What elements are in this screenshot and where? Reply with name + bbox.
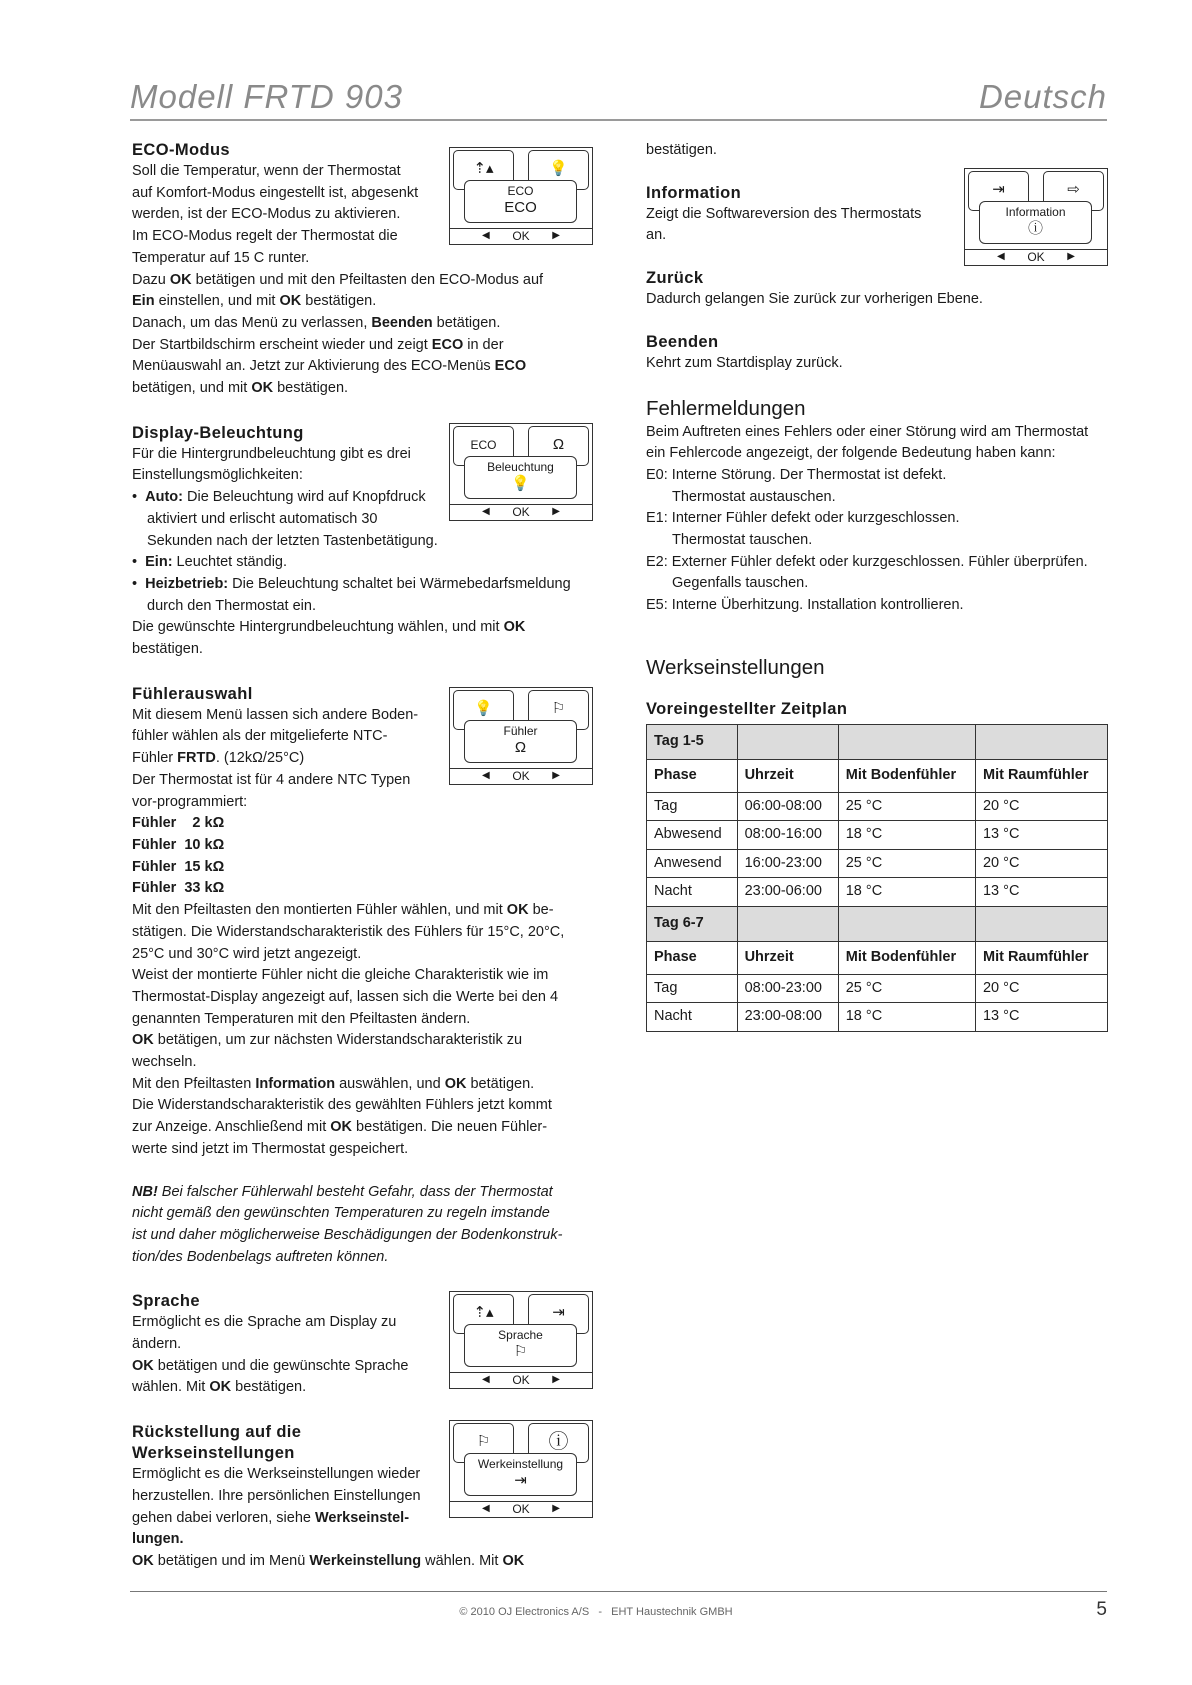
footer-copyright: © 2010 OJ Electronics A/S - EHT Haustechnik GMBH bbox=[459, 1606, 733, 1618]
reset-icon: ⇥ bbox=[968, 171, 1029, 211]
device-nav-bar: ◀ OK ▶ bbox=[450, 768, 592, 784]
device-nav-bar: ◀ OK ▶ bbox=[450, 228, 592, 244]
device-nav-bar: ◀ OK ▶ bbox=[450, 504, 592, 520]
eco-text: werden, ist der ECO-Modus zu aktivieren. bbox=[132, 206, 401, 223]
display-text: Die gewünschte Hintergrundbeleuchtung wählen, und mit OK bbox=[132, 619, 526, 636]
device-display: Information ⓘ bbox=[979, 201, 1092, 244]
information-text: an. bbox=[646, 227, 667, 244]
model-title: Modell FRTD 903 bbox=[130, 78, 403, 115]
reset-icon: ⇥ bbox=[528, 1294, 589, 1334]
sensor-icon: Ω bbox=[514, 739, 527, 756]
flag-icon: ⚐ bbox=[453, 1423, 514, 1463]
lightbulb-icon: 💡 bbox=[511, 475, 530, 492]
information-text: Zeigt die Softwareversion des Thermostats bbox=[646, 205, 922, 222]
schedule-heading: Voreingestellter Zeitplan bbox=[646, 699, 848, 718]
language-heading: Sprache bbox=[132, 1292, 200, 1311]
eco-icon: ECO bbox=[453, 426, 514, 466]
sensor-text: stätigen. Die Widerstandscharakteristik des Fühlers für 15°C, 20°C, bbox=[132, 923, 565, 940]
flag-icon: ⚐ bbox=[528, 690, 589, 730]
flag-icon: ⚐ bbox=[513, 1343, 528, 1360]
arrow-left-icon: ◀ bbox=[482, 770, 490, 781]
sensor-text: OK betätigen, um zur nächsten Widerstandscharakteristik zu bbox=[132, 1032, 523, 1049]
arrow-left-icon: ◀ bbox=[997, 251, 1005, 262]
exit-text: Kehrt zum Startdisplay zurück. bbox=[646, 354, 843, 371]
list-item: • Ein: Leuchtet ständig. bbox=[132, 554, 288, 571]
sensor-text: Die Widerstandscharakteristik des gewählten Fühlers jetzt kommt bbox=[132, 1097, 552, 1114]
factory-heading: Werkseinstellungen bbox=[646, 655, 825, 679]
error-code: E5: Interne Überhitzung. Installation kontrollieren. bbox=[646, 597, 964, 614]
display-heading: Display-Beleuchtung bbox=[132, 423, 304, 442]
section-factory-settings bbox=[646, 655, 1108, 1032]
device-nav-bar: ◀ OK ▶ bbox=[965, 249, 1107, 265]
right-column bbox=[646, 140, 1108, 1032]
sensor-text: Weist der montierte Fühler nicht die gleiche Charakteristik wie im bbox=[132, 967, 549, 984]
eco-text: Der Startbildschirm erscheint wieder und zeigt ECO in der bbox=[132, 336, 504, 353]
list-item: • Auto: Die Beleuchtung wird auf Knopfdruck bbox=[132, 489, 426, 506]
table-row: Abwesend 08:00-16:00 18 °C 13 °C bbox=[647, 821, 1108, 850]
sensor-text: Mit den Pfeiltasten Information auswählen, und OK betätigen. bbox=[132, 1075, 535, 1092]
error-code: E2: Externer Fühler defekt oder kurzgeschlossen. Fühler überprüfen. bbox=[646, 553, 1088, 570]
sensor-text: wechseln. bbox=[132, 1054, 197, 1071]
display-text: Für die Hintergrundbeleuchtung gibt es drei bbox=[132, 445, 411, 462]
eco-text: Dazu OK betätigen und mit den Pfeiltasten den ECO-Modus auf bbox=[132, 271, 544, 288]
device-screen-language bbox=[449, 1291, 593, 1389]
sensor-text: vor-programmiert: bbox=[132, 793, 248, 810]
device-display: Beleuchtung 💡 bbox=[464, 456, 577, 499]
reset-text: gehen dabei verloren, siehe Werkseinstel- bbox=[132, 1509, 410, 1526]
sensor-type: Fühler 33 kΩ bbox=[132, 880, 225, 897]
section-exit bbox=[646, 332, 1108, 375]
sensor-icon: Ω bbox=[528, 426, 589, 466]
arrow-left-icon: ◀ bbox=[482, 230, 490, 241]
page-number: 5 bbox=[1096, 1599, 1107, 1620]
sensor-text: Der Thermostat ist für 4 andere NTC Typen bbox=[132, 771, 411, 788]
arrow-right-icon: ▶ bbox=[552, 1503, 560, 1514]
arrow-right-icon: ▶ bbox=[552, 230, 560, 241]
device-screen-light bbox=[449, 423, 593, 521]
arrow-right-icon: ▶ bbox=[552, 1374, 560, 1385]
eco-heading: ECO-Modus bbox=[132, 141, 231, 159]
arrow-right-icon: ▶ bbox=[1067, 251, 1075, 262]
table-row: Anwesend 16:00-23:00 25 °C 20 °C bbox=[647, 849, 1108, 878]
sensor-type: Fühler 10 kΩ bbox=[132, 836, 225, 853]
sensor-text: werte sind jetzt im Thermostat gespeichert. bbox=[132, 1140, 409, 1157]
error-code-cont: Thermostat tauschen. bbox=[672, 532, 813, 549]
error-code-cont: Thermostat austauschen. bbox=[672, 488, 836, 505]
exit-heading: Beenden bbox=[646, 332, 719, 351]
eco-text: Danach, um das Menü zu verlassen, Beenden betätigen. bbox=[132, 314, 501, 331]
section-errors bbox=[646, 396, 1108, 617]
reset-text: herzustellen. Ihre persönlichen Einstellungen bbox=[132, 1487, 421, 1504]
footer-divider bbox=[130, 1591, 1107, 1592]
list-item-cont: Sekunden nach der letzten Tastenbetätigung. bbox=[147, 532, 438, 549]
list-item-cont: durch den Thermostat ein. bbox=[147, 597, 316, 614]
reset-text: Ermöglicht es die Werkseinstellungen wieder bbox=[132, 1466, 421, 1483]
device-display: Werkeinstellung ⇥ bbox=[464, 1453, 577, 1496]
arrow-right-icon: ▶ bbox=[552, 506, 560, 517]
reset-text: lungen. bbox=[132, 1531, 184, 1548]
temperature-icon: ⇡▴ bbox=[453, 1294, 514, 1334]
errors-text: ein Fehlercode angezeigt, der folgende Bedeutung haben kann: bbox=[646, 445, 1056, 462]
reset-icon: ⇥ bbox=[514, 1472, 527, 1489]
device-screen-information bbox=[964, 168, 1108, 266]
sensor-text: Mit diesem Menü lassen sich andere Boden- bbox=[132, 706, 419, 723]
device-screen-eco bbox=[449, 147, 593, 245]
list-item: • Heizbetrieb: Die Beleuchtung schaltet bei Wärmebedarfsmeldung bbox=[132, 575, 571, 592]
language-text: wählen. Mit OK bestätigen. bbox=[132, 1379, 307, 1396]
eco-icon: ECO bbox=[504, 199, 537, 216]
reset-heading: Rückstellung auf die bbox=[132, 1423, 302, 1442]
error-code: E1: Interner Fühler defekt oder kurzgeschlossen. bbox=[646, 510, 960, 527]
eco-text: Ein einstellen, und mit OK bestätigen. bbox=[132, 293, 377, 310]
sensor-text: Thermostat-Display angezeigt auf, lassen sich die Werte bei den 4 bbox=[132, 988, 559, 1005]
language-text: Ermöglicht es die Sprache am Display zu bbox=[132, 1314, 397, 1331]
table-header-row: Phase Uhrzeit Mit Bodenfühler Mit Raumfühler bbox=[647, 941, 1108, 974]
table-group-row: Tag 1-5 bbox=[647, 724, 1108, 759]
table-row: Tag 06:00-08:00 25 °C 20 °C bbox=[647, 792, 1108, 821]
errors-heading: Fehlermeldungen bbox=[646, 396, 806, 420]
table-row: Tag 08:00-23:00 25 °C 20 °C bbox=[647, 974, 1108, 1003]
info-icon: ⓘ bbox=[528, 1423, 589, 1463]
continued-text: bestätigen. bbox=[646, 142, 717, 158]
device-screen-sensor bbox=[449, 687, 593, 785]
warning-note: NB! Bei falscher Fühlerwahl besteht Gefahr, dass der Thermostat nicht gemäß den gewünschten Temperaturen zu regeln imstande ist und daher möglicherweise Beschädigungen der Bodenkonstruk- tion/des Bodenbelags auftreten können. bbox=[132, 1183, 563, 1265]
temperature-icon: ⇡▴ bbox=[453, 150, 514, 190]
table-row: Nacht 23:00-08:00 18 °C 13 °C bbox=[647, 1003, 1108, 1032]
eco-text: Menüauswahl an. Jetzt zur Aktivierung des ECO-Menüs ECO bbox=[132, 358, 527, 375]
sensor-text: genannten Temperaturen mit den Pfeiltasten ändern. bbox=[132, 1010, 471, 1027]
sensor-heading: Fühlerauswahl bbox=[132, 684, 253, 703]
language-text: OK betätigen und die gewünschte Sprache bbox=[132, 1357, 409, 1374]
section-back bbox=[646, 268, 1108, 311]
exit-icon: ⇨ bbox=[1043, 171, 1104, 211]
header-divider bbox=[130, 119, 1107, 121]
device-display: Fühler Ω bbox=[464, 720, 577, 763]
eco-text: Im ECO-Modus regelt der Thermostat die bbox=[132, 228, 398, 245]
back-heading: Zurück bbox=[646, 269, 704, 288]
errors-text: Beim Auftreten eines Fehlers oder einer Störung wird am Thermostat bbox=[646, 423, 1089, 440]
error-code: E0: Interne Störung. Der Thermostat ist defekt. bbox=[646, 466, 947, 483]
sensor-text: fühler wählen als der mitgelieferte NTC- bbox=[132, 728, 388, 745]
back-text: Dadurch gelangen Sie zurück zur vorherigen Ebene. bbox=[646, 291, 983, 308]
sensor-text: Mit den Pfeiltasten den montierten Fühler wählen, und mit OK be- bbox=[132, 902, 554, 919]
language-title: Deutsch bbox=[978, 78, 1107, 115]
table-row: Nacht 23:00-06:00 18 °C 13 °C bbox=[647, 878, 1108, 907]
display-text: Einstellungsmöglichkeiten: bbox=[132, 467, 303, 484]
information-heading: Information bbox=[646, 183, 742, 202]
lightbulb-icon: 💡 bbox=[528, 150, 589, 190]
eco-text: betätigen, und mit OK bestätigen. bbox=[132, 380, 349, 397]
sensor-text: Fühler FRTD. (12kΩ/25°C) bbox=[132, 750, 305, 767]
table-group-row: Tag 6-7 bbox=[647, 906, 1108, 941]
error-code-cont: Gegenfalls tauschen. bbox=[672, 575, 809, 592]
device-nav-bar: ◀ OK ▶ bbox=[450, 1501, 592, 1517]
device-display: ECO ECO bbox=[464, 180, 577, 223]
device-screen-reset bbox=[449, 1420, 593, 1518]
sensor-type: Fühler 15 kΩ bbox=[132, 858, 225, 875]
list-item-cont: aktiviert und erlischt automatisch 30 bbox=[147, 510, 378, 527]
sensor-type: Fühler 2 kΩ bbox=[132, 815, 225, 832]
arrow-right-icon: ▶ bbox=[552, 770, 560, 781]
eco-text: Soll die Temperatur, wenn der Thermostat bbox=[132, 163, 401, 179]
device-display: Sprache ⚐ bbox=[464, 1324, 577, 1367]
eco-text: auf Komfort-Modus eingestellt ist, abgesenkt bbox=[132, 184, 419, 201]
arrow-left-icon: ◀ bbox=[482, 1503, 490, 1514]
info-icon: ⓘ bbox=[1027, 220, 1043, 237]
sensor-text: 25°C und 30°C wird jetzt angezeigt. bbox=[132, 945, 362, 962]
language-text: ändern. bbox=[132, 1336, 182, 1353]
schedule-table bbox=[646, 724, 1108, 1032]
display-text: bestätigen. bbox=[132, 641, 203, 658]
arrow-left-icon: ◀ bbox=[482, 1374, 490, 1385]
sensor-text: zur Anzeige. Anschließend mit OK bestätigen. Die neuen Fühler- bbox=[132, 1119, 548, 1136]
lightbulb-icon: 💡 bbox=[453, 690, 514, 730]
reset-heading: Werkseinstellungen bbox=[132, 1444, 295, 1463]
eco-text: Temperatur auf 15 C runter. bbox=[132, 249, 310, 266]
arrow-left-icon: ◀ bbox=[482, 506, 490, 517]
reset-text: OK betätigen und im Menü Werkeinstellung wählen. Mit OK bbox=[132, 1552, 525, 1569]
device-nav-bar: ◀ OK ▶ bbox=[450, 1372, 592, 1388]
table-header-row: Phase Uhrzeit Mit Bodenfühler Mit Raumfühler bbox=[647, 759, 1108, 792]
